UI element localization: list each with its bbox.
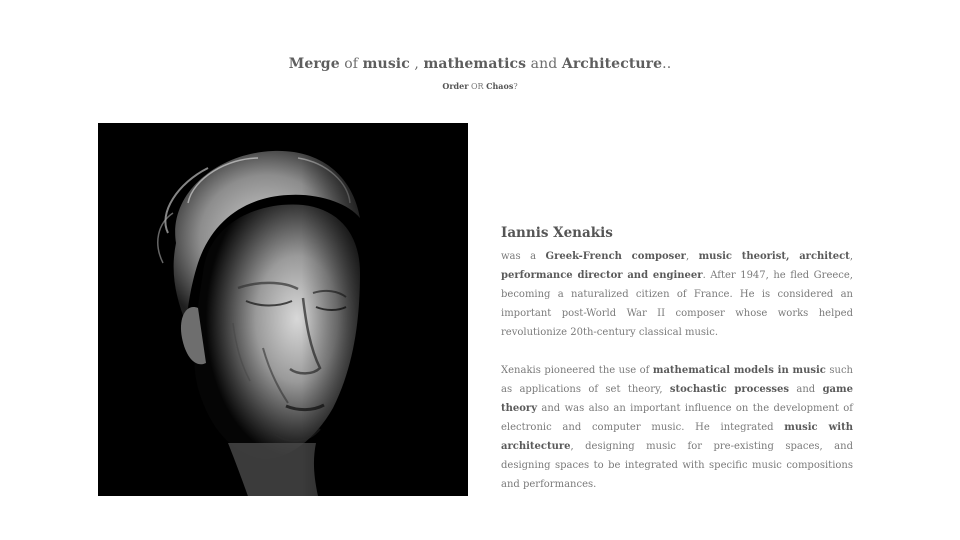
subtitle-question: ? bbox=[513, 82, 518, 91]
bio-p1-t1: was a bbox=[501, 251, 546, 262]
subtitle-or: OR bbox=[468, 82, 487, 91]
bio-p2-t2: such as applications of set theory, bbox=[501, 365, 853, 395]
portrait-photo bbox=[98, 123, 468, 496]
title-music: music bbox=[362, 56, 410, 72]
bio-section bbox=[501, 223, 853, 494]
title-architecture: Architecture bbox=[561, 56, 663, 72]
bio-name: Iannis Xenakis bbox=[501, 225, 613, 241]
bio-p1-b2: music theorist, architect bbox=[698, 251, 850, 262]
bio-p2-t5: , designing music for pre-existing spaces, and designing spaces to be integrated with specific music compositions and performances. bbox=[501, 441, 853, 490]
subtitle-order: Order bbox=[442, 81, 469, 91]
page-subtitle bbox=[0, 81, 960, 91]
title-of: of bbox=[339, 56, 363, 72]
bio-p2-b2: stochastic processes bbox=[669, 384, 790, 395]
bio-paragraph-1 bbox=[501, 247, 853, 342]
bio-p1-t2: , bbox=[685, 251, 699, 262]
bio-p1-b3: performance director and engineer bbox=[501, 270, 703, 281]
title-mathematics: mathematics bbox=[423, 56, 527, 72]
title-merge: Merge bbox=[288, 56, 340, 72]
title-and: and bbox=[526, 56, 562, 72]
bio-p2-t3: and bbox=[789, 384, 823, 395]
title-comma: , bbox=[409, 56, 424, 72]
bio-paragraph-2 bbox=[501, 361, 853, 494]
bio-p2-b3: game theory bbox=[501, 384, 853, 414]
bio-p2-b4: music with architecture bbox=[501, 422, 853, 452]
bio-p2-t4: and was also an important influence on the development of electronic and computer music. He integrated bbox=[501, 403, 853, 433]
bio-p2-b1: mathematical models in music bbox=[652, 365, 826, 376]
portrait-illustration bbox=[98, 123, 468, 496]
bio-p1-t3: , bbox=[849, 251, 853, 262]
subtitle-chaos: Chaos bbox=[486, 81, 514, 91]
bio-p1-b1: Greek-French composer bbox=[545, 251, 686, 262]
bio-p1-t4: . After 1947, he fled Greece, becoming a naturalized citizen of France. He is considered an important post-World War II composer whose works helped revolutionize 20th-century classical music. bbox=[501, 270, 853, 338]
bio-p2-t1: Xenakis pioneered the use of bbox=[501, 365, 653, 376]
page-title bbox=[0, 56, 960, 72]
title-ellipsis: .. bbox=[662, 56, 672, 72]
